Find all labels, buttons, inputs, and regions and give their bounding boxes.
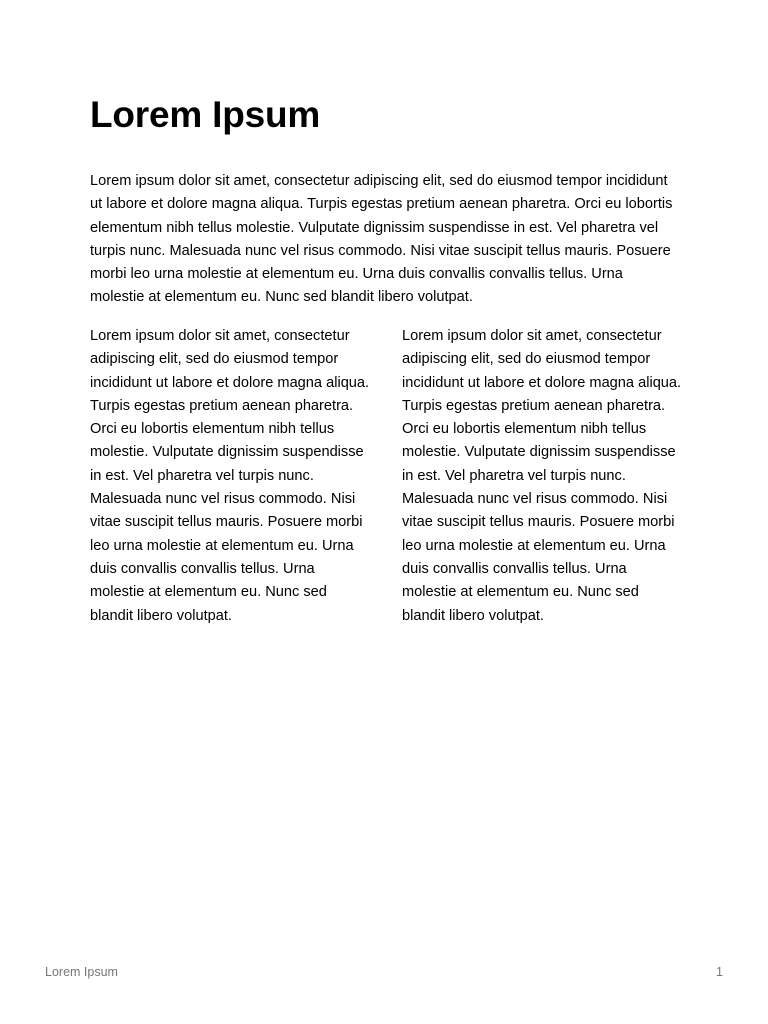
- footer-title: Lorem Ipsum: [45, 965, 118, 979]
- intro-paragraph: Lorem ipsum dolor sit amet, consectetur adipiscing elit, sed do eiusmod tempor incididunt ut labore et dolore magna aliqua. Turpis egestas pretium aenean pharetra. Orci eu lobortis elementum nibh tellus molestie. Vulputate dignissim suspendisse in est. Vel pharetra vel turpis nunc. Malesuada nunc vel risus commodo. Nisi vitae suscipit tellus mauris. Posuere morbi leo urna molestie at elementum eu. Urna duis convallis convallis tellus. Urna molestie at elementum eu. Nunc sed blandit libero volutpat.: [90, 173, 673, 306]
- two-column-section: [90, 325, 682, 628]
- right-column-paragraph: Lorem ipsum dolor sit amet, consectetur adipiscing elit, sed do eiusmod tempor incididunt ut labore et dolore magna aliqua. Turpis egestas pretium aenean pharetra. Orci eu lobortis elementum nibh tellus molestie. Vulputate dignissim suspendisse in est. Vel pharetra vel turpis nunc. Malesuada nunc vel risus commodo. Nisi vitae suscipit tellus mauris. Posuere morbi leo urna molestie at elementum eu. Urna duis convallis convallis tellus. Urna molestie at elementum eu. Nunc sed blandit libero volutpat.: [402, 328, 682, 624]
- page-number: 1: [716, 965, 723, 979]
- page-title: Lorem Ipsum: [90, 94, 321, 135]
- left-column-paragraph: Lorem ipsum dolor sit amet, consectetur adipiscing elit, sed do eiusmod tempor incididunt ut labore et dolore magna aliqua. Turpis egestas pretium aenean pharetra. Orci eu lobortis elementum nibh tellus molestie. Vulputate dignissim suspendisse in est. Vel pharetra vel turpis nunc. Malesuada nunc vel risus commodo. Nisi vitae suscipit tellus mauris. Posuere morbi leo urna molestie at elementum eu. Urna duis convallis convallis tellus. Urna molestie at elementum eu. Nunc sed blandit libero volutpat.: [90, 328, 370, 624]
